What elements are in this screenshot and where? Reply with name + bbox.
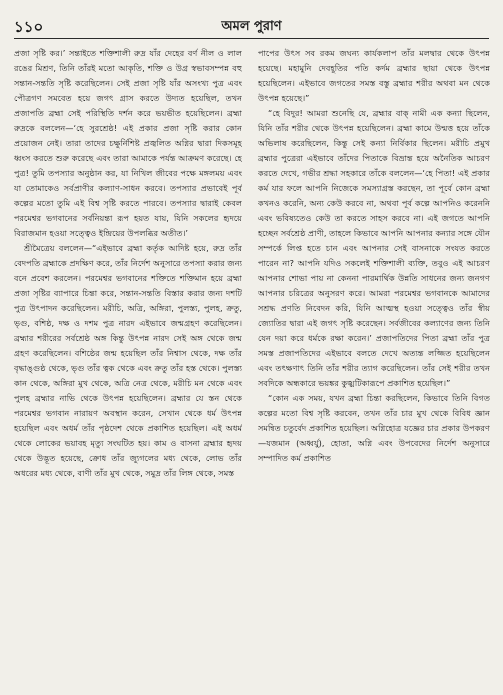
paragraph: শ্রীমৈত্রেয় বললেন—“এইভাবে ব্রহ্মা কর্তৃক আদিষ্ট হয়ে, রুদ্র তাঁর বেদপতি ব্রহ্মাকে প্রদক্ষিণ করে, তাঁর নির্দেশ অনুসারে তপস্যা করার জন্য বনে প্রবেশ করলেন। পরমেশ্বর ভগবানের শক্তিতে শক্তিমান হয়ে ব্রহ্মা প্রজা সৃষ্টির ব্যাপারে চিন্তা করে, সন্তান-সন্ততি বিস্তার করার জন্য দশটি পুত্র উৎপাদন করেছিলেন। মরীচি, অত্রি, অঙ্গিরা, পুলস্ত্য, পুলহ, ক্রতু, ভৃগু, বশিষ্ঠ, দক্ষ ও দশম পুত্র নারদ এইভাবে জন্মগ্রহণ করেছিলেন। ব্রহ্মার শরীরের সর্বশ্রেষ্ঠ অঙ্গ কিন্তু উৎপন্ন নারদ সেই অঙ্গ থেকে জন্ম গ্রহণ করেছিলেন। বশিষ্ঠের জন্ম হয়েছিল তাঁর নিশ্বাস থেকে, দক্ষ তাঁর বৃদ্ধাঙ্গুষ্ঠ থেকে, ভৃগু তাঁর ত্বক থেকে এবং ক্রতু তাঁর হস্ত থেকে। পুলস্ত্য কান থেকে, অঙ্গিরা মুখ থেকে, অত্রি নেত্র থেকে, মরীচি মন থেকে এবং পুলহ ব্রহ্মার নাভি থেকে উৎপন্ন হয়েছিলেন। ব্রহ্মার যে স্তন থেকে পরমেশ্বর ভগবান নারায়ণ অবস্থান করেন, সেখান থেকে ধর্ম উৎপন্ন হয়েছিল এবং অধর্ম তাঁর পৃষ্ঠদেশ থেকে প্রকাশিত হয়েছিল। এই অধর্ম থেকে লোকের ভয়াবহ মৃত্যু সংঘটিত হয়। কাম ও বাসনা ব্রহ্মার হৃদয় থেকে উদ্ভূত হয়েছে, ক্রোধ তাঁর জ্যুগলের মধ্য থেকে, লোভ তাঁর অধরের মধ্য থেকে, বাণী তাঁর মুখ থেকে, সমুদ্র তাঁর লিঙ্গ থেকে, সমস্ত [14, 243, 242, 478]
left-column [14, 46, 242, 687]
paragraph: পাপের উৎস সব রকম জঘন্য কার্যকলাপ তাঁর মলদ্বার থেকে উৎপন্ন হয়েছে। মহামুনি দেবহূতির পতি কর্দম ব্রহ্মার ছায়া থেকে উৎপন্ন হয়েছিলেন। এইভাবে জগতের সমস্ত বস্তু ব্রহ্মার শরীর অথবা মন থেকে উৎপন্ন হয়েছে।” [258, 48, 490, 103]
running-title: অমল পুরাণ [221, 19, 282, 34]
page-number: ১১০ [14, 18, 44, 36]
paragraph: প্রজা সৃষ্টি কর।’ সন্তাইতে শক্তিশালী রুদ্র যাঁর দেহের বর্ণ নীল ও লাল রঙের মিশ্রণ, তিনি তাঁরই মতো আকৃতি, শক্তি ও উগ্র স্বভাবসম্পন্ন বহু সন্তান-সন্ততি সৃষ্টি করেছিলেন। সেই প্রজা সৃষ্টি যাঁর অসংখ্য পুত্র এবং পৌত্রগণ সমবেত হয়ে জগৎ গ্রাস করতে উদ্যত হয়েছিল, তখন প্রজাপতি ব্রহ্মা সেই পরিস্থিতি দর্শন করে ভয়ভীত হয়েছিলেন। ব্রহ্মা রুদ্রকে বললেন—‘হে সুরশ্রেষ্ঠ! এই প্রকার প্রজা সৃষ্টি করার কোন প্রয়োজন নেই। তারা তাদের চক্ষুর্নিশিষ্ট প্রজ্বলিত অগ্নির দ্বারা দিকসমূহ ধ্বংস করতে শুরু করেছে এবং তারা আমাকে পর্যন্ত আক্রমণ করেছে। হে পুত্র! তুমি তপস্যার অনুষ্ঠান কর, যা নিখিল জীবের পক্ষে মঙ্গলময় এবং যা তোমাকেও সর্বপ্রাণীর কল্যাণ-সাধন করবে। তপস্যার প্রভাবেই পূর্ব কল্পের মতো তুমি এই বিশ্ব সৃষ্টি করতে পারবে। তপস্যার দ্বারাই কেবল পরমেশ্বর ভগবানের সর্বনিয়ন্তা রূপ হয়ত যায়, যিনি সকলের হৃদয়ে বিরাজমান হওয়া সত্ত্বেও ইন্দ্রিয়ের উপলব্ধির অতীত।’ [14, 48, 242, 238]
page-header [14, 16, 489, 39]
right-column [258, 46, 490, 687]
paragraph: “কোন এক সময়, যখন ব্রহ্মা চিন্তা করছিলেন, কিভাবে তিনি বিগত কল্পের মতো বিশ্ব সৃষ্টি করবেন, তখন তাঁর চার মুখ থেকে বিবিধ জ্ঞান সমন্বিত চতুর্বেদ প্রকাশিত হয়েছিল। অগ্নিহোত্র যজ্ঞের চার প্রকার উপকরণ—যজমান (অধ্বর্যু), হোতা, অগ্নি এবং উপবেদের নির্দেশ অনুসারে সম্পাদিত কর্ম প্রকাশিত [258, 393, 490, 463]
paragraph: “হে বিদুর! আমরা শুনেছি যে, ব্রহ্মার বাক্ নামী এক কন্যা ছিলেন, যিনি তাঁর শরীর থেকে উৎপন্ন হয়েছিলেন। ব্রহ্মা কামে উন্মত্ত হয়ে তাঁকে অভিলাষ করেছিলেন, কিন্তু সেই কন্যা নির্বিকার ছিলেন। মরীচি প্রমুখ ব্রহ্মার পুত্রেরা এইভাবে তাঁদের পিতাকে বিভ্রান্ত হয়ে অনৈতিক আচরণ করতে দেখে, গভীর শ্রদ্ধা সহকারে তাঁকে বললেন—‘হে পিতা! এই প্রকার কর্ম যার ফলে আপনি নিজেকে সমস্যাগ্রস্ত করছেন, তা পূর্বে কোন ব্রহ্মা কখনও করেনি, অন্য কেউ করবে না, অথবা পূর্ব কল্পে আপনিও করেননি এবং ভবিষ্যতেও কেউ তা করতে সাহস করবে না। এই জগতে আপনি হচ্ছেন সর্বশ্রেষ্ঠ প্রাণী, তাহলে কিভাবে আপনি আপনার কন্যার সঙ্গে যৌন সম্পর্কে লিপ্ত হতে চান এবং আপনার সেই বাসনাকে সংযত করতে পারেন না? আপনি যদিও সকলেই শক্তিশালী ব্যক্তি, তবুও এই আচরণ আপনার শোভা পায় না কেননা পারমার্থিক উন্নতি সাধনের জন্য জনগণ আপনার চরিত্রের অনুসরণ করে। আমরা পরমেশ্বর ভগবানকে আমাদের সশ্রদ্ধ প্রণতি নিবেদন করি, যিনি আত্মস্থ হওয়া সত্ত্বেও তাঁর স্বীয় জ্যোতির দ্বারা এই জগৎ সৃষ্টি করেছেন। সর্বজীবের কল্যাণের জন্য তিনি যেন দয়া করে ধর্মকে রক্ষা করেন।’ প্রজাপতিদের পিতা ব্রহ্মা তাঁর পুত্র সমস্ত প্রজাপতিদের এইভাবে বলতে দেখে অত্যন্ত লজ্জিত হয়েছিলেন এবং তৎক্ষণাৎ তিনি তাঁর শরীর ত্যাগ করেছিলেন। তাঁর সেই শরীর তখন সবদিকে অন্ধকারে ভয়ঙ্কর কুজ্ঝটিকারূপে প্রকাশিত হয়েছিল।” [258, 108, 490, 388]
